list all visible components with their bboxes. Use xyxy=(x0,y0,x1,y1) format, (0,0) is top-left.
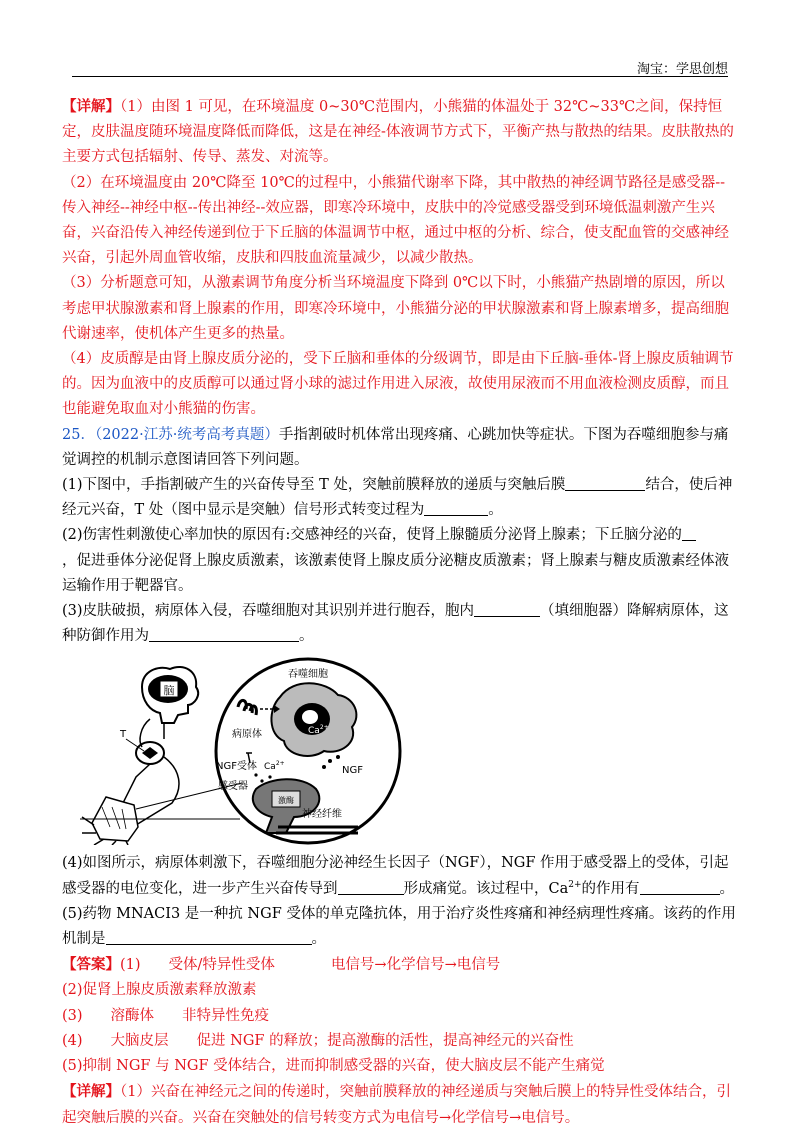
enzyme-label: 激酶 xyxy=(278,796,294,806)
answer-3: (3) 溶酶体 非特异性免疫 xyxy=(62,1007,270,1024)
answer-1: 【答案】(1) 受体/特异性受体 电信号→化学信号→电信号 xyxy=(62,956,501,974)
answer-label: 【答案】 xyxy=(62,956,120,974)
answer-2: (2)促肾上腺皮质激素释放激素 xyxy=(62,982,257,999)
question-1: (1)下图中，手指割破产生的兴奋传导至 T 处，突触前膜释放的递质与突触后膜 结合，使后神经元兴奋，T 处（图中显示是突触）信号形式转变过程为 。 xyxy=(62,477,733,519)
hand-outline xyxy=(82,797,138,845)
spinal-cord xyxy=(136,742,164,764)
receptor-label: 感受器 xyxy=(218,781,248,793)
answer-blank xyxy=(565,476,645,491)
answer-blank xyxy=(640,880,720,895)
answer-4: (4) 大脑皮层 促进 NGF 的释放；提高激酶的活性，提高神经元的兴奋性 xyxy=(62,1032,574,1049)
ca-label-receptor: $Ca^{2+}$ xyxy=(264,760,285,773)
answer-blank xyxy=(338,880,404,895)
detail-paragraph-2: （2）在环境温度由 20℃降至 10℃的过程中，小熊猫代谢率下降，其中散热的神经调节路径是感受器--传入神经--神经中枢--传出神经--效应器，即寒冷环境中，皮肤中的冷觉感受器受到环境低温刺激产生兴奋，兴奋沿传入神经传递到位于下丘脑的体温调节中枢，通过中枢的分析、综合，使支配血管的交感神经兴奋，引起外周血管收缩，皮肤和四肢血流量减少，以减少散热。 xyxy=(62,174,729,267)
page-content xyxy=(62,94,738,1131)
answer-5: (5)抑制 NGF 与 NGF 受体结合，进而抑制感受器的兴奋，使大脑皮层不能产生痛觉 xyxy=(62,1058,605,1075)
t-label: T xyxy=(120,729,127,741)
answer-blank xyxy=(474,602,540,617)
question-3: (3)皮肤破损，病原体入侵，吞噬细胞对其识别并进行胞吞，胞内 （填细胞器）降解病原体，这种防御作用为 。 xyxy=(62,603,729,645)
question-2: (2)伤害性刺激使心率加快的原因有:交感神经的兴奋，使肾上腺髓质分泌肾上腺素；下丘脑分泌的 ，促进垂体分泌促肾上腺皮质激素，该激素使肾上腺皮质分泌糖皮质激素；肾上腺素与糖皮质激素经体液运输作用于靶器官。 xyxy=(62,527,729,594)
header-brand: 淘宝：学思创想 xyxy=(636,62,728,77)
question-source: （2022·江苏·统考高考真题） xyxy=(94,426,279,443)
mechanism-diagram xyxy=(80,657,410,845)
detail-paragraph-3: （3）分析题意可知，从激素调节角度分析当环境温度下降到 0℃以下时，小熊猫产热剧增的原因，所以考虑甲状腺激素和肾上腺素的作用，即寒冷环境中，小熊猫分泌的甲状腺激素和肾上腺素增多，提高细胞代谢速率，使机体产生更多的热量。 xyxy=(62,275,729,342)
nerve-fiber-label: 神经纤维 xyxy=(302,809,342,821)
answer-blank xyxy=(424,501,488,516)
question-4: (4)如图所示，病原体刺激下，吞噬细胞分泌神经生长因子（NGF），NGF 作用于感受器上的受体，引起感受器的电位变化，进一步产生兴奋传导到 形成痛觉。该过程中，$Ca^{2+}$的作用有 。 xyxy=(62,855,735,897)
header-divider xyxy=(72,76,728,77)
ngf-receptor-label: NGF受体 xyxy=(216,761,257,773)
answer-blank xyxy=(106,930,312,945)
ngf-label: NGF xyxy=(342,765,363,777)
diagram-svg xyxy=(80,657,410,845)
question-5: (5)药物 MNACI3 是一种抗 NGF 受体的单克隆抗体，用于治疗炎性疼痛和神经病理性疼痛。该药的作用机制是 。 xyxy=(62,905,736,948)
answer-blank xyxy=(149,627,299,642)
detail-label: 【详解】 xyxy=(62,98,120,115)
ca-label-phagocyte: $Ca^{2+}$ xyxy=(308,724,329,737)
answer-blank xyxy=(682,526,696,541)
detail-paragraph-1: 【详解】（1）由图 1 可见，在环境温度 0~30℃范围内，小熊猫的体温处于 32℃~33℃之间，保持恒定，皮肤温度随环境温度降低而降低，这是在神经-体液调节方式下，平衡产热与散热的结果。皮肤散热的主要方式包括辐射、传导、蒸发、对流等。 xyxy=(62,98,734,166)
phagocyte-label: 吞噬细胞 xyxy=(288,669,328,681)
question-stem: 25．（2022·江苏·统考高考真题）手指割破时机体常出现疼痛、心跳加快等症状。下图为吞噬细胞参与痛觉调控的机制示意图请回答下列问题。 xyxy=(62,426,729,468)
detail-label-final: 【详解】 xyxy=(62,1083,120,1101)
pathogen-label: 病原体 xyxy=(232,729,262,741)
detail-paragraph-4: （4）皮质醇是由肾上腺皮质分泌的，受下丘脑和垂体的分级调节，即是由下丘脑-垂体-肾上腺皮质轴调节的。因为血液中的皮质醇可以通过肾小球的滤过作用进入尿液，故使用尿液而不用血液检测皮质醇，而且也能避免取血对小熊猫的伤害。 xyxy=(62,351,734,418)
brain-label: 脑 xyxy=(163,684,175,698)
detail-final: 【详解】（1）兴奋在神经元之间的传递时，突触前膜释放的神经递质与突触后膜上的特异性受体结合，引起突触后膜的兴奋。兴奋在突触处的信号转变方式为电信号→化学信号→电信号。 xyxy=(62,1083,731,1126)
